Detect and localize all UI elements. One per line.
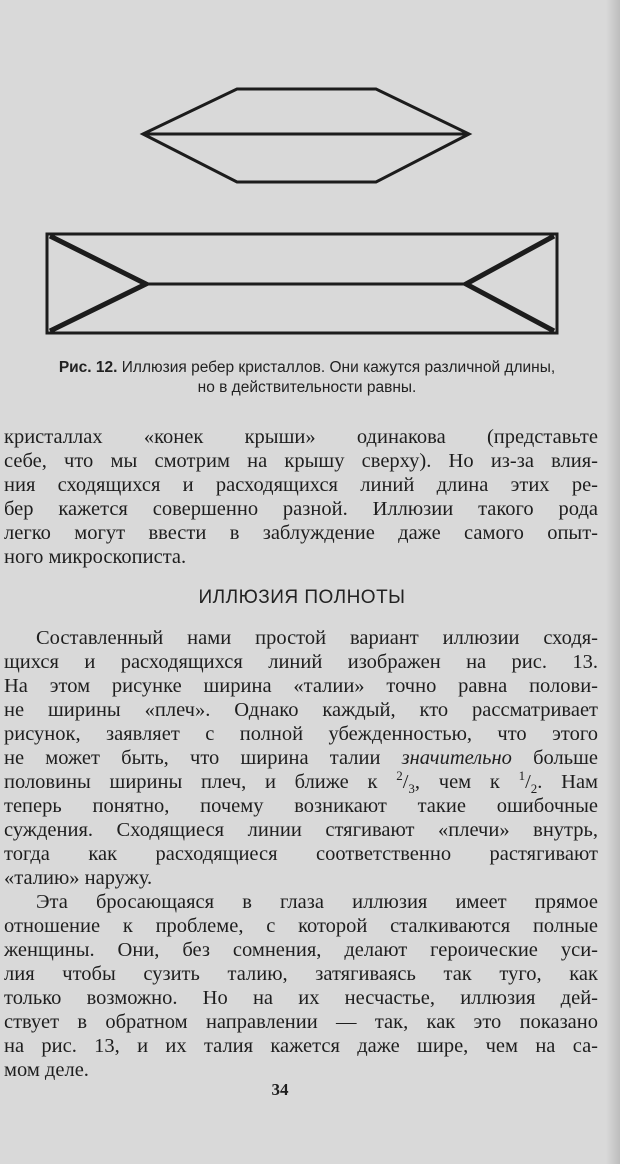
fraction-two-thirds-denominator: 3	[408, 781, 415, 797]
text-line: кристаллах «конек крыши» одинакова (представьте	[4, 426, 598, 448]
text-line: рисунок, заявляет с полной убежденностью, что этого	[4, 723, 598, 745]
fraction-two-thirds-numerator: 2	[396, 768, 403, 784]
text-line: мом деле.	[4, 1059, 89, 1081]
emphasis-text: значительно	[401, 747, 512, 769]
figure-label: Рис. 12.	[58, 359, 118, 376]
text-line: легко могут ввести в заблуждение даже самого опыт-	[4, 522, 598, 544]
caption-line-1: Иллюзия ребер кристаллов. Они кажутся различной длины,	[121, 359, 556, 376]
caption-line-2: но в действительности равны.	[197, 379, 417, 396]
text-line: ного микроскописта.	[4, 546, 187, 568]
text-line: лия чтобы сузить талию, затягиваясь так туго, как	[4, 963, 598, 985]
text-line: бер кажется совершенно разной. Иллюзии такого рода	[4, 498, 598, 520]
rectangle-right-arrow-lines	[466, 236, 554, 331]
text-line	[4, 747, 598, 770]
text-line: щихся и расходящихся линий изображен на рис. 13.	[4, 651, 598, 673]
page-number: 34	[271, 1080, 289, 1099]
crystal-edges-illusion-figure	[0, 0, 620, 345]
text-line: Эта бросающаяся в глаза иллюзия имеет прямое	[36, 891, 598, 913]
text-line: суждения. Сходящиеся линии стягивают «плечи» внутрь,	[4, 819, 598, 841]
text-line: отношение к проблеме, с которой сталкиваются полные	[4, 915, 598, 937]
section-heading: ИЛЛЮЗИЯ ПОЛНОТЫ	[198, 587, 406, 608]
text-line: половины ширины плеч, и ближе к $^2/_3$, чем к $^1/_2$. Нам	[4, 768, 599, 797]
text-line: Составленный нами простой вариант иллюзии сходя-	[36, 627, 598, 649]
text-line: На этом рисунке ширина «талии» точно равна полови-	[4, 675, 598, 697]
text-line: ния сходящихся и расходящихся линий длина этих ре-	[4, 474, 598, 496]
text-line: тогда как расходящиеся соответственно растягивают	[4, 843, 598, 865]
text-line: теперь понятно, почему возникают такие ошибочные	[4, 795, 598, 817]
text-line: не ширины «плеч». Однако каждый, кто рассматривает	[4, 699, 598, 721]
text-line: женщины. Они, без сомнения, делают героические уси-	[4, 939, 598, 961]
fraction-one-half-denominator: 2	[530, 781, 538, 797]
text-line: себе, что мы смотрим на крышу сверху). Но из-за влия-	[4, 450, 598, 472]
text-line: на рис. 13, и их талия кажется даже шире, чем на са-	[4, 1035, 598, 1057]
figure-caption	[8, 358, 606, 398]
fraction-one-half-numerator: 1	[518, 768, 526, 784]
text-line: ствует в обратном направлении — так, как это показано	[4, 1011, 598, 1033]
text-fragment: , чем к	[414, 771, 500, 793]
text-line: только возможно. Но на их несчастье, иллюзия дей-	[4, 987, 598, 1009]
text-fragment: . Нам	[537, 771, 599, 793]
rectangle-left-arrow-lines	[50, 236, 146, 331]
text-fragment: больше	[533, 747, 598, 769]
text-fragment: не может быть, что ширина талии	[4, 747, 381, 769]
text-fragment: половины ширины плеч, и ближе к	[4, 771, 378, 793]
text-line: «талию» наружу.	[4, 867, 153, 889]
